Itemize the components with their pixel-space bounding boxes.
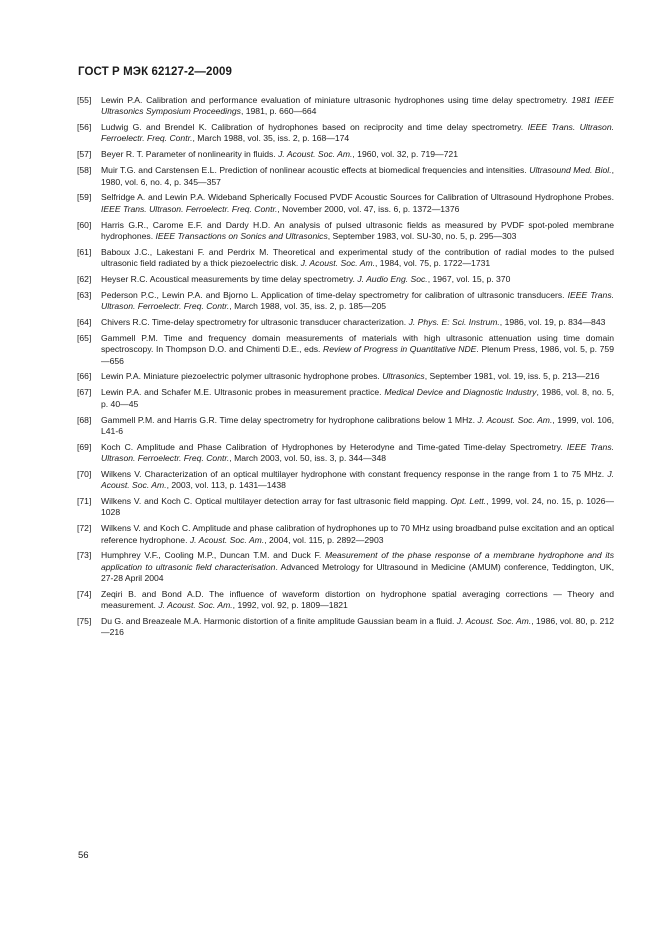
reference-item (77, 290, 614, 313)
reference-text (101, 149, 614, 160)
reference-item (77, 192, 614, 215)
reference-number: [57] (77, 149, 92, 160)
reference-source-italic: Medical Device and Diagnostic Industry (384, 387, 537, 398)
reference-item (77, 523, 614, 546)
reference-text (101, 387, 614, 410)
reference-source-italic: J. Acoust. Soc. Am. (456, 616, 532, 627)
reference-source-italic: IEEE Trans. Ultrason. Ferroelectr. Freq. Contr. (101, 122, 614, 144)
reference-number: [72] (77, 523, 92, 534)
reference-number: [55] (77, 95, 92, 105)
reference-source-italic: Ultrasound Med. Biol. (529, 165, 612, 176)
reference-text-segment: , March 1988, vol. 35, iss. 2, p. 185—205 (229, 301, 386, 312)
reference-text-segment: Humphrey V.F., Cooling M.P., Duncan T.M. and Duck F. (101, 550, 325, 561)
reference-number: [64] (77, 317, 92, 328)
reference-text-segment: Du G. and Breazeale M.A. Harmonic distortion of a finite amplitude Gaussian beam in a fluid. (101, 616, 457, 627)
reference-item (77, 165, 614, 188)
reference-source-italic: 1981 IEEE Ultrasonics Symposium Proceedings (101, 95, 614, 117)
reference-text (101, 317, 614, 328)
reference-text-segment: , March 2003, vol. 50, iss. 3, p. 344—348 (229, 453, 386, 464)
reference-text (101, 415, 614, 438)
reference-text-segment: , 1999, vol. 24, no. 15, p. 1026—1028 (101, 496, 614, 518)
reference-text-segment: . Advanced Metrology for Ultrasound in Medicine (AMUM) conference, Teddington, UK, 27-28 April 2004 (101, 561, 615, 584)
reference-text-segment: , September 1983, vol. SU-30, no. 5, p. 295—303 (327, 230, 517, 241)
reference-text-segment: , 1986, vol. 19, p. 834—843 (499, 317, 606, 328)
reference-text (101, 442, 614, 465)
reference-text-segment: Gammell P.M. Time and frequency domain measurements of materials with high ultrasonic attenuation using time domain spectroscopy. In Thompson D.O. and Chimenti D.E., eds. (101, 332, 614, 355)
reference-text-segment: , 1967, vol. 15, p. 370 (427, 274, 511, 285)
reference-text (101, 550, 614, 584)
reference-text-segment: , 1986, vol. 8, no. 5, p. 40—45 (101, 387, 614, 409)
reference-text-segment: , November 2000, vol. 47, iss. 6, p. 1372—1376 (277, 203, 460, 214)
reference-text-segment: Beyer R. T. Parameter of nonlinearity in fluids. (101, 149, 279, 160)
reference-text-segment: , 2004, vol. 115, p. 2892—2903 (264, 534, 384, 545)
reference-source-italic: J. Phys. E: Sci. Instrum. (408, 317, 500, 328)
reference-number: [65] (77, 332, 92, 343)
reference-text-segment: Selfridge A. and Lewin P.A. Wideband Spherically Focused PVDF Acoustic Sources for Calibration of Ultrasound Hydrophone Probes. (101, 192, 614, 203)
reference-text-segment: , 2003, vol. 113, p. 1431—1438 (166, 480, 286, 491)
reference-item (77, 317, 614, 328)
reference-text-segment: Pederson P.C., Lewin P.A. and Bjorno L. Application of time-delay spectrometry for calibration of ultrasonic transducers. (101, 289, 568, 300)
reference-source-italic: IEEE Transactions on Sonics and Ultrasonics (155, 230, 328, 241)
reference-text (101, 122, 614, 145)
reference-source-italic: J. Acoust. Soc. Am. (189, 534, 265, 545)
reference-item (77, 247, 614, 270)
reference-source-italic: Review of Progress in Quantitative NDE (323, 344, 477, 355)
reference-text (101, 95, 614, 118)
reference-text-segment: , 1984, vol. 75, p. 1722—1731 (375, 258, 491, 269)
reference-number: [59] (77, 192, 92, 203)
reference-number: [71] (77, 496, 92, 507)
reference-source-italic: Measurement of the phase response of a membrane hydrophone and its application to ultrasonic field characterisation (101, 550, 614, 572)
reference-number: [69] (77, 441, 92, 452)
reference-text-segment: , 1980, vol. 6, no. 4, p. 345—357 (101, 165, 614, 187)
reference-number: [61] (77, 246, 92, 257)
reference-text-segment: Lewin P.A. and Schafer M.E. Ultrasonic probes in measurement practice. (101, 387, 385, 398)
reference-source-italic: J. Acoust. Soc. Am. (477, 414, 553, 425)
reference-source-italic: IEEE Trans. Ultrason. Ferroelectr. Freq. Contr. (101, 203, 278, 214)
reference-text (101, 523, 614, 546)
reference-source-italic: J. Acoust. Soc. Am. (278, 149, 353, 160)
reference-text-segment: , 1960, vol. 32, p. 719—721 (352, 149, 458, 160)
reference-item (77, 333, 614, 367)
reference-text (101, 469, 614, 492)
reference-number: [66] (77, 371, 92, 382)
reference-item (77, 122, 614, 145)
reference-text-segment: Wilkens V. Characterization of an optical multilayer hydrophone with constant frequency response in the range from 1 to 75 MHz. (101, 468, 608, 479)
reference-text (101, 290, 614, 313)
reference-item (77, 550, 614, 584)
reference-source-italic: IEEE Trans. Ultrason. Ferroelectr. Freq. Contr. (101, 289, 614, 312)
reference-number: [73] (77, 550, 92, 561)
reference-number: [67] (77, 387, 92, 398)
reference-text (101, 589, 614, 612)
reference-number: [58] (77, 165, 92, 176)
reference-text-segment: Chivers R.C. Time-delay spectrometry for ultrasonic transducer characterization. (101, 317, 409, 328)
reference-source-italic: J. Audio Eng. Soc. (357, 274, 428, 285)
reference-number: [63] (77, 289, 92, 300)
reference-source-italic: IEEE Trans. Ultrason. Ferroelectr. Freq. Contr. (101, 441, 615, 464)
reference-number: [74] (77, 588, 92, 599)
reference-item (77, 496, 614, 519)
reference-text-segment: , 1992, vol. 92, p. 1809—1821 (232, 600, 348, 611)
reference-source-italic: Opt. Lett. (450, 496, 487, 507)
reference-text-segment: . Plenum Press, 1986, vol. 5, p. 759—656 (101, 344, 614, 366)
reference-item (77, 442, 614, 465)
reference-text-segment: , 1986, vol. 80, p. 212—216 (101, 616, 615, 638)
reference-text (101, 220, 614, 243)
reference-text-segment: , 1981, p. 660—664 (240, 106, 317, 117)
reference-text-segment: Heyser R.C. Acoustical measurements by time delay spectrometry. (101, 274, 358, 285)
reference-source-italic: Ultrasonics (382, 371, 425, 382)
reference-text-segment: Wilkens V. and Koch C. Optical multilayer detection array for fast ultrasonic field mapping. (101, 496, 451, 507)
reference-text (101, 274, 614, 285)
reference-item (77, 220, 614, 243)
reference-text-segment: Zeqiri B. and Bond A.D. The influence of waveform distortion on hydrophone spatial averaging corrections — Theory and measurement. (101, 588, 614, 611)
reference-text (101, 192, 614, 215)
reference-item (77, 149, 614, 160)
reference-number: [60] (77, 219, 92, 230)
reference-item (77, 387, 614, 410)
reference-item (77, 95, 614, 118)
reference-item (77, 274, 614, 285)
reference-number: [56] (77, 122, 92, 133)
page-header-standard-title: ГОСТ Р МЭК 62127-2—2009 (78, 66, 232, 78)
reference-text-segment: Muir T.G. and Carstensen E.L. Prediction of nonlinear acoustic effects at biomedical frequencies and intensities. (101, 165, 530, 176)
reference-text (101, 165, 614, 188)
reference-item (77, 589, 614, 612)
reference-text-segment: Harris G.R., Carome E.F. and Dardy H.D. An analysis of pulsed ultrasonic fields as measured by PVDF spot-poled membrane hydrophones. (101, 219, 614, 241)
reference-text (101, 496, 614, 519)
reference-text-segment: , September 1981, vol. 19, iss. 5, p. 213—216 (424, 371, 600, 382)
reference-text-segment: Wilkens V. and Koch C. Amplitude and phase calibration of hydrophones up to 70 MHz using broadband pulse excitation and an optical reference hydrophone. (101, 523, 614, 545)
reference-text-segment: , March 1988, vol. 35, iss. 2, p. 168—174 (192, 133, 350, 144)
reference-source-italic: J. Acoust. Soc. Am. (101, 468, 614, 491)
reference-text (101, 616, 614, 639)
reference-number: [68] (77, 414, 92, 425)
reference-text-segment: Koch C. Amplitude and Phase Calibration of Hydrophones by Heterodyne and Time-gated Time-delay Spectrometry. (101, 441, 567, 452)
reference-item (77, 371, 614, 382)
reference-number: [62] (77, 274, 92, 285)
reference-text-segment: Baboux J.C., Lakestani F. and Perdrix M. Theoretical and experimental study of the contribution of radial modes to the pulsed ultrasonic field radiated by a thick piezoelectric disk. (101, 246, 614, 269)
reference-text-segment: Ludwig G. and Brendel K. Calibration of hydrophones based on reciprocity and time delay spectrometry. (101, 122, 528, 133)
reference-item (77, 469, 614, 492)
reference-text-segment: Lewin P.A. Miniature piezoelectric polymer ultrasonic hydrophone probes. (101, 371, 383, 382)
reference-text (101, 371, 614, 382)
reference-list (77, 95, 614, 643)
page-number: 56 (78, 850, 89, 861)
reference-source-italic: J. Acoust. Soc. Am. (158, 600, 233, 611)
reference-source-italic: J. Acoust. Soc. Am. (300, 258, 376, 269)
reference-text (101, 247, 614, 270)
reference-item (77, 616, 614, 639)
reference-text-segment: Gammell P.M. and Harris G.R. Time delay spectrometry for hydrophone calibrations below 1 MHz. (101, 414, 478, 425)
reference-number: [70] (77, 468, 92, 479)
reference-item (77, 415, 614, 438)
reference-text-segment: , 1999, vol. 106, L41-6 (101, 414, 614, 436)
reference-number: [75] (77, 616, 92, 627)
reference-text (101, 333, 614, 367)
reference-text-segment: Lewin P.A. Calibration and performance evaluation of miniature ultrasonic hydrophones using time delay spectrometry. (101, 95, 572, 105)
